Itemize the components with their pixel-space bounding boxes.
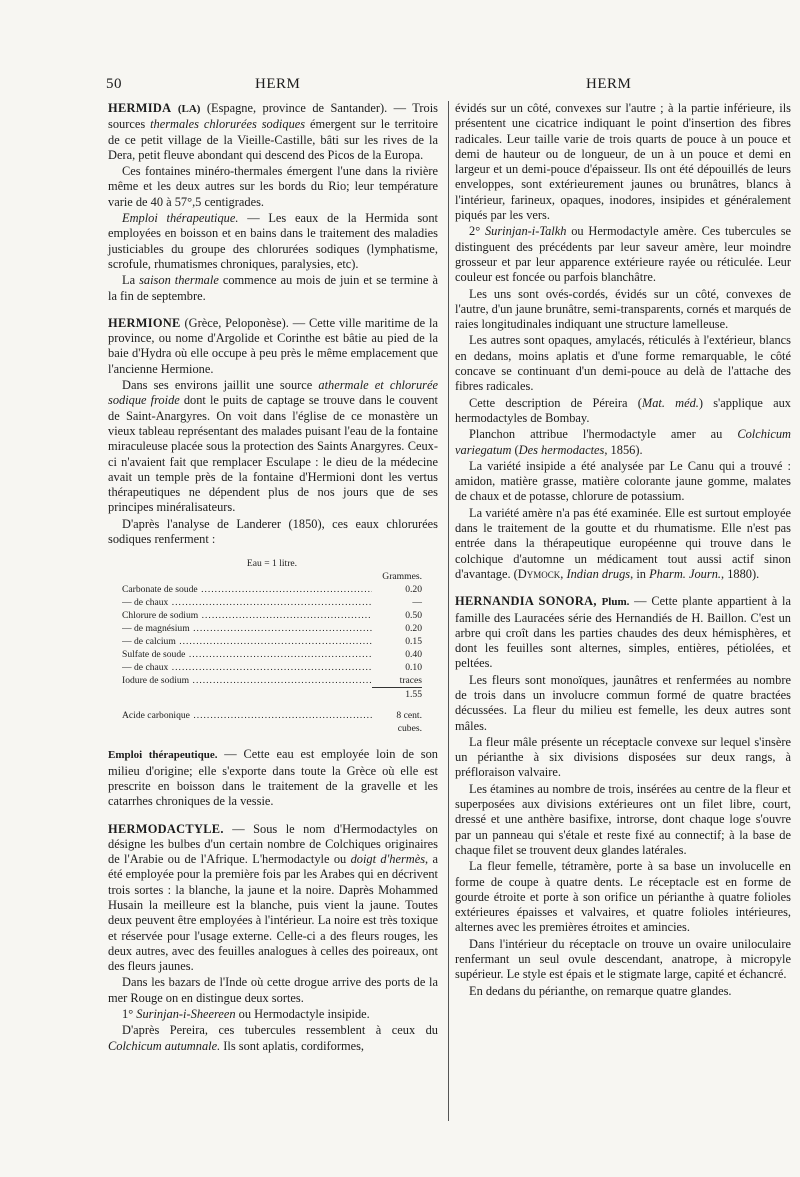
- entry-text: (: [511, 442, 519, 457]
- paragraph: Les étamines au nombre de trois, insérées au centre de la fleur et superposées aux divisions extérieures ont un filet libre, court, dressé et une anthère basifixe, introrse, dont chaque loge s'ouvre par un panneau qui s'étale et reste fixé au connectif; à la base de chaque filet se trouvent deux glandes latérales.: [455, 781, 791, 857]
- paragraph: Ces fontaines minéro-thermales émergent l'une dans la rivière même et les deux autres sur les bords du Rio; leur température varie de 40 à 57°,5 centigrades.: [108, 164, 438, 209]
- headword-author: Plum.: [601, 596, 630, 609]
- analysis-total: 1.55: [372, 688, 422, 702]
- analysis-label: — de chaux .....: [122, 661, 372, 674]
- analysis-value: 0.10: [405, 662, 422, 674]
- left-column: [108, 101, 438, 1055]
- entry-text: , a été employée pour la première fois par les Arabes qui en décrivent trois sortes : la blanche, la jaune et la noire. Daprès Mohammed Husain la meilleure est la blanche, puis vient la jaune. Toutes deux peuvent être employées à l'intérieur. La noire est très toxique et réservée pour l'usage externe. Celle-ci a des fleurs rouges, les deux autres, avec des feuilles analogues à celles des poireaux, ont des fleurs jaunes.: [108, 852, 438, 974]
- paragraph: La fleur mâle présente un réceptacle convexe sur lequel s'insère un périanthe à six divisions disposées sur deux rangs, à préfloraison valvaire.: [455, 734, 791, 780]
- analysis-label: Chlorure de sodium .....: [122, 609, 372, 622]
- entry-text: ,: [560, 566, 567, 581]
- entry-hermida: [108, 101, 438, 163]
- paragraph: évidés sur un côté, convexes sur l'autre ; à la partie inférieure, ils présentent une cicatrice indiquant le point d'insertion des fibres radicales. Leur taille varie de trois quarts de pouce à un pouce et demi de hauteur ou de longueur, de un à un pouce et demi en largeur et un demi-pouce d'épaisseur. Ils ont été dépouillés de leurs enveloppes, sont extérieurement jaunes ou brunâtres, blancs à l'intérieur, farineux, opaques, inodores, insipides et généralement piqués par les vers.: [455, 101, 791, 223]
- analysis-row: [122, 583, 422, 596]
- author-name: Dymock: [517, 566, 561, 581]
- entry-text: , in: [630, 566, 650, 581]
- entry-emphasis: Emploi thérapeutique.: [122, 211, 239, 226]
- analysis-row: [122, 609, 422, 622]
- entry-text: , 1856).: [604, 442, 643, 457]
- entry-text: 2°: [469, 224, 485, 239]
- paragraph: D'après l'analyse de Landerer (1850), ces eaux chlorurées sodiques renferment :: [108, 516, 438, 547]
- paragraph: [455, 396, 791, 427]
- analysis-value: traces: [399, 675, 422, 687]
- entry-emphasis: Des hermodactes: [518, 442, 605, 457]
- entry-emphasis: saison thermale: [139, 273, 219, 288]
- paragraph: [108, 378, 438, 516]
- entry-text: (Grèce, Peloponèse). — Cette ville maritime de la province, ou nome d'Argolide et Corinthe est bâtie au pied de la baie d'Hydra où elle occupe à peu près le même emplacement que l'ancienne Hermione.: [108, 315, 438, 376]
- analysis-row: [122, 635, 422, 648]
- paragraph: [455, 427, 791, 458]
- entry-text: La variété amère n'a pas été examinée. Elle est surtout employée dans le traitement de la goutte et du rhumatisme. Elle n'est pas entrée dans la thérapeutique européenne qui trouve dans le colchique d'automne un médicament tout aussi actif sinon d'avantage. (: [455, 505, 791, 581]
- paragraph: Les fleurs sont monoïques, jaunâtres et renfermées au nombre de trois dans un involucre commun formé de quatre bractées décussées. La fleur du milieu est femelle, les deux autres sont mâles.: [455, 672, 791, 733]
- paragraph: Les autres sont opaques, amylacés, réticulés à l'extérieur, blancs en dedans, moins aplatis et d'une forme remarquable, le côté concave se continuant d'un demi-pouce au delà de l'attache des fibres radicales.: [455, 333, 791, 394]
- paragraph: [108, 273, 438, 304]
- entry-text: ou Hermodactyle amère. Ces tubercules se distinguent des précédents par leur saveur amère, leur moindre grosseur et par leur apparence extérieure rayée ou réticulée. Leur couleur est foncée ou parfois blanchâtre.: [455, 224, 792, 285]
- entry-emphasis: Colchicum autumnale.: [108, 1038, 221, 1053]
- entry-hernandia: [455, 594, 791, 671]
- entry-text: — Cette plante appartient à la famille des Lauracées série des Hernandiés de H. Baillon. C'est un arbre qui croît dans les parties chaudes des deux hémisphères, et dont les feuilles sont alternes, simples, entières, pétiolées, et peltées.: [455, 594, 791, 671]
- paragraph: [455, 506, 791, 582]
- analysis-label: — de calcium .....: [122, 635, 372, 648]
- analysis-label: — de magnésium .....: [122, 622, 372, 635]
- analysis-label: Carbonate de soude .....: [122, 583, 372, 596]
- paragraph: Dans les bazars de l'Inde où cette drogue arrive des ports de la mer Rouge on en distingue deux sortes.: [108, 975, 438, 1005]
- entry-emphasis: Mat. méd.: [641, 395, 699, 410]
- entry-text: — Sous le nom d'Hermodactyles on désigne les bulbes d'un certain nombre de Colchiques originaires de l'Arabie ou de l'Afrique. L'hermodactyle ou: [108, 821, 438, 867]
- analysis-value: 0.20: [405, 623, 422, 635]
- entry-emphasis: Surinjan-i-Sheereen: [136, 1007, 236, 1022]
- analysis-label: Sulfate de soude .....: [122, 648, 372, 661]
- headword-hermione: HERMIONE: [108, 315, 181, 330]
- analysis-label: Acide carbonique .....: [122, 709, 372, 722]
- running-head-right: HERM: [586, 76, 632, 92]
- analysis-value: 0.50: [405, 610, 422, 622]
- entry-text: 1°: [122, 1007, 137, 1022]
- paragraph: Les uns sont ovés-cordés, évidés sur un côté, convexes de l'autre, d'un jaune brunâtre, semi-transparents, cornés et marqués de raies longitudinales indiquant une structure lamelleuse.: [455, 286, 791, 332]
- entry-text: ) s'applique aux hermodactyles de Bombay.: [455, 395, 791, 425]
- running-head-left: HERM: [255, 76, 301, 92]
- headword-article: (LA): [177, 103, 201, 115]
- entry-hermodactyle: [108, 822, 438, 975]
- entry-text: — Les eaux de la Hermida sont employées en boisson et en bains dans le traitement des maladies justiciables du groupe des chlorurées sodiques (lymphatisme, scrofule, rhumatismes chroniques, paralysies, etc).: [108, 211, 439, 271]
- right-column: [455, 101, 791, 1000]
- entry-text: Planchon attribue l'hermodactyle amer au: [469, 427, 738, 442]
- paragraph: [108, 1023, 438, 1054]
- paragraph-emploi: [108, 747, 438, 809]
- entry-text: — Cette eau est employée loin de son milieu d'origine; elle s'exporte dans toute la Grèce où elle est prescrite en boisson dans le traitement de la gravelle et les catarrhes chroniques de la vessie.: [108, 747, 438, 809]
- paragraph: La variété insipide a été analysée par Le Canu qui a trouvé : amidon, matière grasse, matière colorante jaune gomme, malates de chaux et de potasse, chlorure de potassium.: [455, 458, 791, 504]
- analysis-value: 0.20: [405, 584, 422, 596]
- analysis-label: Iodure de sodium .....: [122, 674, 372, 687]
- entry-emphasis: Surinjan-i-Talkh: [484, 224, 567, 239]
- entry-emphasis: doigt d'hermès: [350, 852, 426, 867]
- entry-emphasis: thermales chlorurées sodiques: [150, 117, 306, 132]
- entry-text: Dans ses environs jaillit une source: [122, 378, 319, 393]
- paragraph: La fleur femelle, tétramère, porte à sa base un involucelle en forme de coupe à quatre dents. Le réceptacle est en forme de gourde étroite et porte à son orifice un périanthe à quatre folioles extérieures épaisses et valvaires, et quatre folioles intérieures, alternes avec les premières étroites et amincies.: [455, 859, 791, 935]
- paragraph: Dans l'intérieur du réceptacle on trouve un ovaire uniloculaire renfermant un seul ovule descendant, anatrope, à micropyle supérieur. Le style est épais et le stigmate large, capité et échancré.: [455, 936, 791, 982]
- paragraph: En dedans du périanthe, on remarque quatre glandes.: [469, 983, 732, 998]
- paragraph: [108, 211, 438, 272]
- entry-text: ou Hermodactyle insipide.: [235, 1007, 370, 1022]
- entry-emphasis: Indian drugs: [566, 566, 631, 581]
- analysis-total-row: [122, 688, 422, 702]
- entry-text: La: [122, 273, 140, 288]
- analysis-value: 8 cent. cubes.: [396, 710, 422, 735]
- analysis-row: [122, 674, 422, 688]
- entry-text: , 1880).: [721, 566, 760, 581]
- entry-emphasis: Pharm. Journ.: [649, 566, 721, 581]
- entry-emphasis: athermale et chlorurée sodique froide: [108, 378, 438, 408]
- entry-text: émergent sur le territoire de ce petit village de la Vieille-Castille, bâti sur les rives de la Dera, petit fleuve abondant qui descend des Picos de la Europa.: [108, 117, 438, 162]
- entry-text: commence au mois de juin et se termine à la fin de septembre.: [108, 273, 438, 303]
- entry-hermione: [108, 316, 438, 377]
- analysis-row: [122, 648, 422, 661]
- analysis-unit: Grammes.: [382, 571, 422, 583]
- analysis-value: 0.40: [405, 649, 422, 661]
- analysis-label: — de chaux .....: [122, 596, 372, 609]
- paragraph: [455, 224, 791, 285]
- analysis-title: Eau = 1 litre.: [246, 558, 298, 570]
- page-number: 50: [106, 76, 122, 92]
- subheading-emploi: Emploi thérapeutique.: [108, 749, 218, 762]
- paragraph: [108, 1007, 438, 1022]
- entry-text: D'après Pereira, ces tubercules ressemblent à ceux du: [122, 1023, 438, 1038]
- entry-text: Cette description de Péreira (: [469, 395, 642, 410]
- headword-hernandia: HERNANDIA SONORA,: [455, 594, 597, 609]
- analysis-table: [122, 557, 422, 735]
- analysis-row: [122, 661, 422, 674]
- column-divider: [448, 101, 449, 1121]
- analysis-acid-row: [122, 709, 422, 735]
- entry-emphasis: Colchicum variegatum: [455, 427, 791, 457]
- analysis-row: [122, 622, 422, 635]
- headword-hermida: HERMIDA: [108, 101, 172, 115]
- analysis-value: 0.15: [405, 636, 422, 648]
- analysis-row: [122, 596, 422, 609]
- entry-text: (Espagne, province de Santander). — Trois sources: [108, 101, 438, 132]
- entry-text: Ils sont aplatis, cordiformes,: [220, 1038, 365, 1053]
- analysis-value: —: [412, 597, 422, 609]
- entry-text: dont le puits de captage se trouve dans le couvent de Saint-Anargyres. On voit dans l'église de ce monastère un vieux tableau représentant des malades puisant l'eau de la fontaine miraculeuse placée sous la protection des Saints Anargyres. Ceux-ci n'avaient fait que remplacer Esculape : le dieu de la médecine avait un temple près de la fontaine d'Hermioni dont les vertus thérapeutiques ne dépendent plus de nos jours que de ses principes minéralisateurs.: [108, 393, 438, 515]
- headword-hermodactyle: HERMODACTYLE.: [108, 821, 224, 836]
